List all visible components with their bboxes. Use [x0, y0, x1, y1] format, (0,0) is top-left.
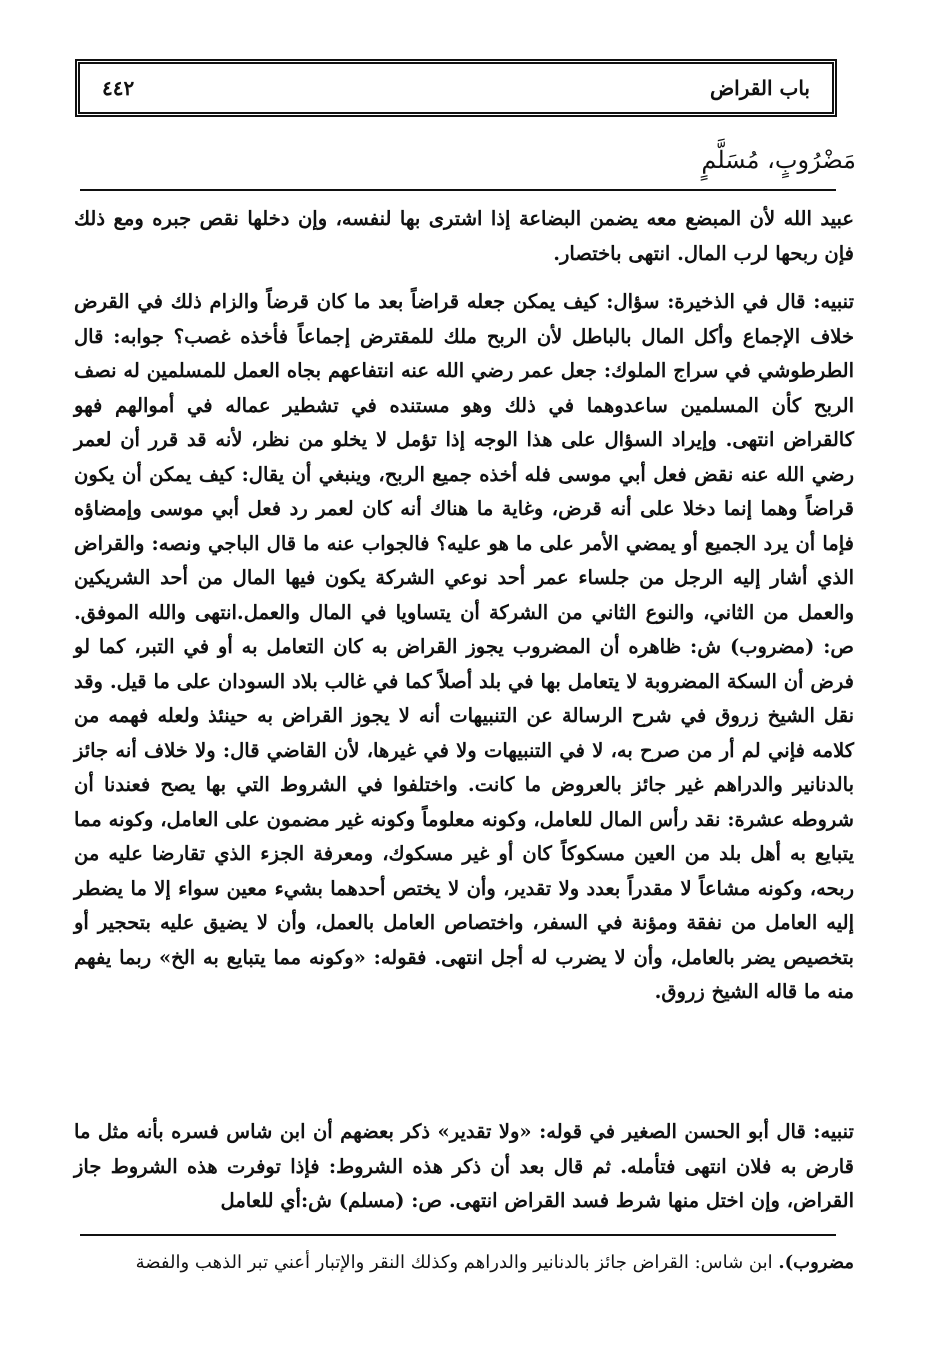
paragraph: تنبيه: قال أبو الحسن الصغير في قوله: «ولا تقدير» ذكر بعضهم أن ابن شاس فسره بأنه مثل ما قارض به فلان انتهى فتأمله. ثم قال بعد أن ذكر هذه الشروط: فإذا توفرت هذه الشروط جاز القراض، وإن اختل منها شرط فسد القراض انتهى. ص: (مسلم) ش:أي للعامل — [74, 1120, 854, 1212]
page-number: ٤٤٢ — [102, 76, 135, 100]
commentary-block-2 — [74, 285, 854, 1010]
footnote-divider — [80, 1234, 836, 1236]
paragraph: تنبيه: قال في الذخيرة: سؤال: كيف يمكن جعله قراضاً بعد ما كان قرضاً والزام ذلك في القرض خلاف الإجماع وأكل المال بالباطل لأن الربح ملك للمقترض إجماعاً فأخذه غصب؟ جوابه: قال الطرطوشي في سراج الملوك: جعل عمر رضي الله عنه انتفاعهم بجاه العمل للمسلمين له نصف الربح كأن المسلمين ساعدوهما في ذلك وهو مستنده في تشطير عماله في أموالهم فهو كالقراض انتهى. وإيراد السؤال على هذا الوجه إذا تؤمل لا يخلو من نظر، لأنه قد قرر أن لعمر رضي الله عنه نقض فعل أبي موسى فله أخذه جميع الربح، وينبغي أن يقال: كيف يمكن أن يكون قراضاً وهما إنما دخلا على أنه قرض، وغاية ما هناك أنه كان لعمر رد فعل أبي موسى وإمضاؤه فإما أن يرد الجميع أو يمضي الأمر على ما هو عليه؟ فالجواب عنه ما قال الباجي ونصه: والقراض الذي أشار إليه الرجل من جلساء عمر أحد نوعي الشركة يكون فيها المال من أحد الشريكين والعمل من الثاني، والنوع الثاني من الشركة أن يتساويا في المال والعمل.انتهى والله الموفق. ص: (مضروب) ش: ظاهره أن المضروب يجوز القراض به كان التعامل به أو في التبر، كما لو فرض أن السكة المضروبة لا يتعامل بها في بلد أصلاً كما في غالب بلاد السودان على ما قيل. وقد نقل الشيخ زروق في شرح الرسالة عن التنبيهات أنه لا يجوز القراض به حينئذ ولعله فهمه من كلامه فإني لم أر من صرح به، لا في التنبيهات ولا في غيرها، لأن القاضي قال: ولا خلاف أنه جائز بالدنانير والدراهم غير جائز بالعروض ما كانت. واختلفوا في الشروط التي بها يصح فعندنا أن شروطه عشرة: نقد رأس المال للعامل، وكونه معلوماً وكونه غير مضمون على العامل، وكونه مما يتبايع به أهل بلد من العين مسكوكاً كان أو غير مسكوك، ومعرفة الجزء الذي تقارضا عليه من ربحه، وكونه مشاعاً لا مقدراً بعدد ولا تقدير، وأن لا يختص أحدهما بشيء معين سواء إلا ما يضطر إليه العامل من نفقة ومؤنة في السفر، واختصاص العامل بالعمل، وأن لا يضيق عليه بتحجير أو بتخصيص يضر بالعامل، وأن لا يضرب له أجل انتهى. فقوله: «وكونه مما يتبايع به الخ» ربما يفهم منه ما قاله الشيخ زروق. — [74, 290, 854, 1003]
matn-text: مَضْرُوبٍ، مُسَلَّمٍ — [701, 146, 856, 174]
running-header — [78, 62, 834, 114]
paragraph: عبيد الله لأن المبضع معه يضمن البضاعة إذا اشترى بها لنفسه، وإن دخلها نقص جبره ومع ذلك فإن ربحها لرب المال. انتهى باختصار. — [74, 207, 854, 265]
footnote-lead: مضروب). — [778, 1252, 854, 1273]
commentary-block-3 — [74, 1115, 854, 1219]
footnote-text: ابن شاس: القراض جائز بالدنانير والدراهم وكذلك النقر والإتبار أعني تبر الذهب والفضة — [135, 1252, 773, 1273]
commentary-block-1 — [74, 202, 854, 271]
chapter-title: باب القراض — [710, 76, 810, 100]
footnote — [74, 1248, 854, 1278]
matn-divider — [80, 189, 836, 191]
